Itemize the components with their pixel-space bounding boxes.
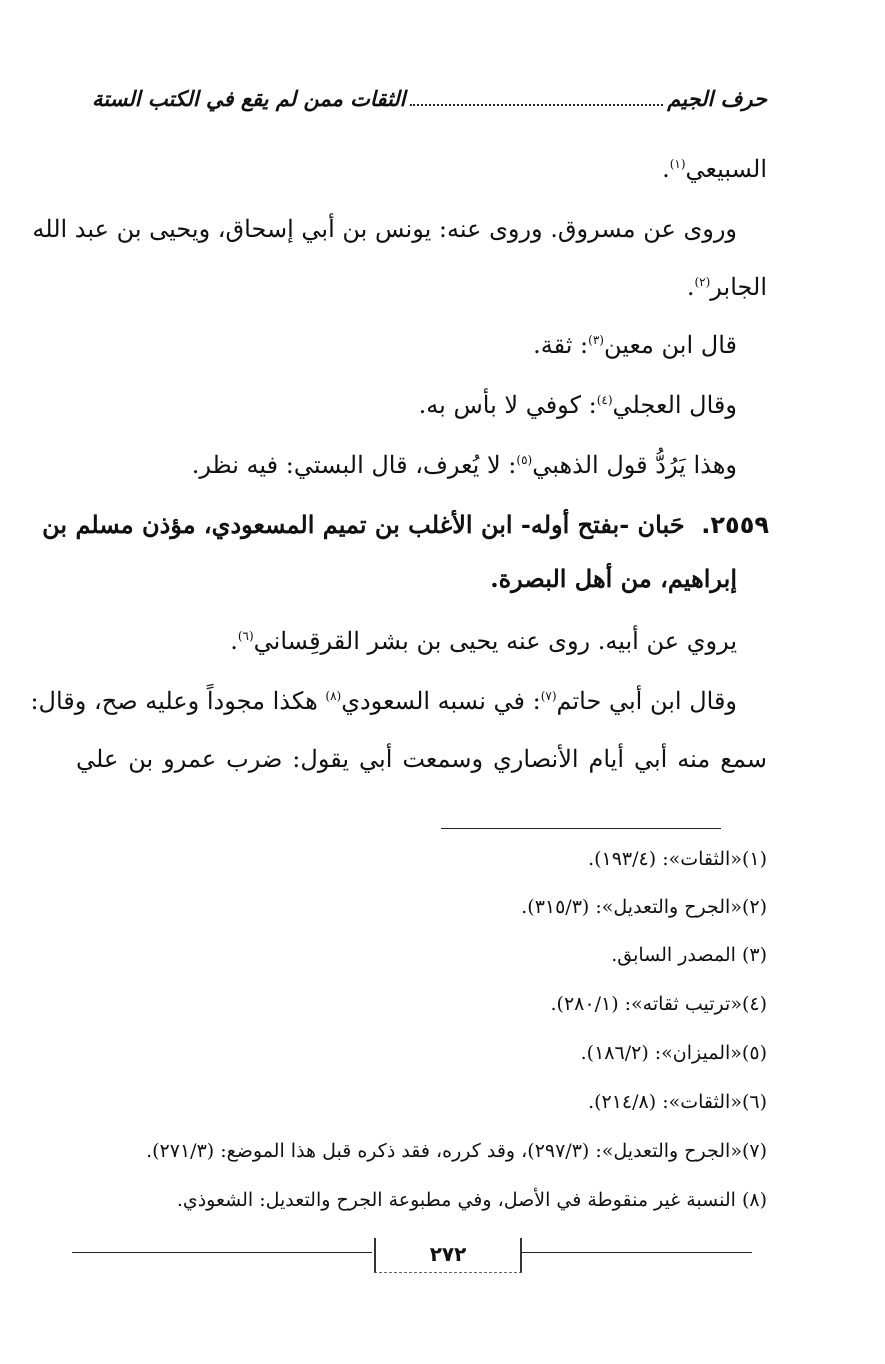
entry-heading-line: إبراهيم، من أهل البصرة. [490,564,737,593]
page-footer [72,1238,752,1278]
running-header [92,86,767,112]
footer-rule [72,1252,372,1253]
header-dot-leader [410,104,664,106]
footnote-ref[interactable]: (٧) [540,689,557,703]
footnote-ref[interactable]: (٨) [325,689,342,703]
footnote-item: (٧)«الجرح والتعديل»: (٢٩٧/٣)، وقد كرره، فقد ذكره قبل هذا الموضع: (٢٧١/٣). [146,1140,767,1162]
footnote-item: (٨) النسبة غير منقوطة في الأصل، وفي مطبوعة الجرح والتعديل: الشعوذي. [176,1189,767,1211]
footnote-item: (٣) المصدر السابق. [611,944,767,966]
text-line: وقال ابن أبي حاتم$^{(٧)}$: في نسبه السعودي$^{(٨)}$ هكذا مجوداً وعليه صح، وقال: [30,687,737,715]
footnote-item: (٥)«الميزان»: (١٨٦/٢). [580,1042,767,1064]
footnote-item: (٤)«ترتيب ثقاته»: (٢٨٠/١). [550,993,767,1015]
header-chapter-title: حرف الجيم [667,86,767,111]
footnote-item: (٢)«الجرح والتعديل»: (٣١٥/٣). [521,896,767,918]
entry-number: ٢٥٥٩. [701,511,769,539]
page-number: ٢٧٢ [374,1238,522,1273]
header-book-title: الثقات ممن لم يقع في الكتب الستة [92,86,406,111]
footnote-item: (١)«الثقات»: (١٩٣/٤). [588,848,767,870]
footnote-item: (٦)«الثقات»: (٢١٤/٨). [588,1091,767,1113]
text-line: وقال العجلي$^{(٤)}$: كوفي لا بأس به. [418,391,737,419]
text-line: الجابر$^{(٢)}$. [686,273,767,301]
text-line: السبيعي$^{(١)}$. [662,155,767,183]
text-line: يروي عن أبيه. روى عنه يحيى بن بشر القرقِساني$^{(٦)}$. [230,627,737,655]
footnote-separator [441,828,721,829]
text-line: قال ابن معين$^{(٣)}$: ثقة. [533,331,737,359]
footnote-ref[interactable]: (٥) [516,453,533,467]
footnote-ref[interactable]: (٤) [596,393,613,407]
footnote-ref[interactable]: (١) [669,157,686,171]
footer-rule [522,1252,752,1253]
footnote-ref[interactable]: (٢) [694,275,711,289]
text-line: وروى عن مسروق. وروى عنه: يونس بن أبي إسحاق، ويحيى بن عبد الله [32,215,737,243]
footnote-ref[interactable]: (٣) [588,333,604,347]
footnote-ref[interactable]: (٦) [237,629,254,643]
text-line: سمع منه أبي أيام الأنصاري وسمعت أبي يقول: ضرب عمرو بن علي [76,745,767,773]
entry-heading-line [42,496,769,554]
text-line: وهذا يَرُدُّ قول الذهبي$^{(٥)}$: لا يُعرف، قال البستي: فيه نظر. [191,451,737,479]
entry-heading-text: حَبان -بفتح أوله- ابن الأغلب بن تميم المسعودي، مؤذن مسلم بن [42,510,685,539]
